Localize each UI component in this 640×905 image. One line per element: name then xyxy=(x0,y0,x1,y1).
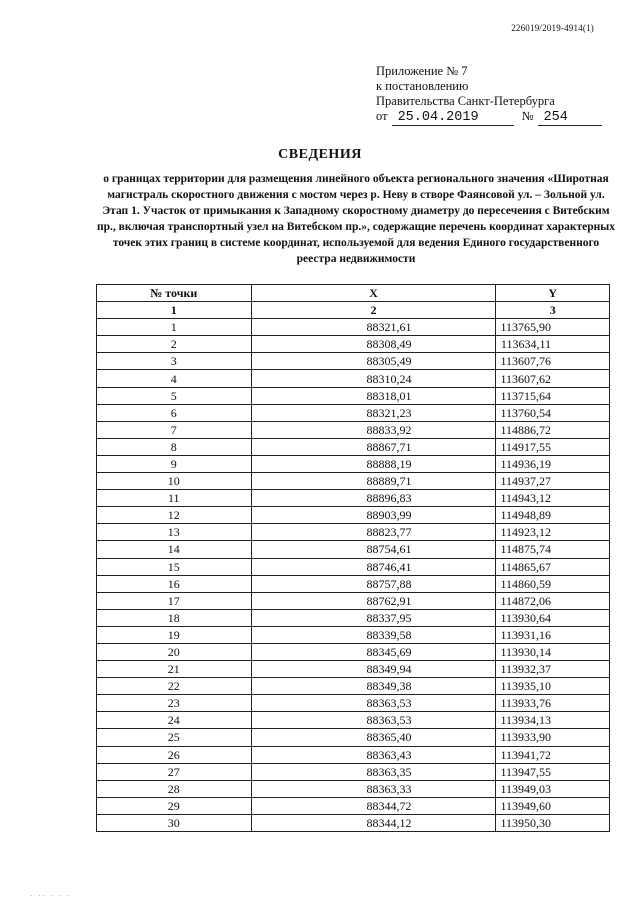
point-number-cell: 1 xyxy=(97,319,252,336)
table-row xyxy=(97,541,610,558)
appendix-line-3: Правительства Санкт-Петербурга xyxy=(376,94,555,108)
x-coordinate-cell: 88888,19 xyxy=(251,455,496,472)
point-number-cell: 2 xyxy=(97,336,252,353)
appendix-line-2: к постановлению xyxy=(376,79,469,93)
table-row xyxy=(97,763,610,780)
date-prefix: от xyxy=(376,109,388,123)
table-row xyxy=(97,507,610,524)
appendix-header xyxy=(376,64,602,126)
x-coordinate-cell: 88757,88 xyxy=(251,575,496,592)
table-row xyxy=(97,695,610,712)
x-coordinate-cell: 88349,94 xyxy=(251,661,496,678)
y-coordinate-cell: 114943,12 xyxy=(496,490,610,507)
x-coordinate-cell: 88903,99 xyxy=(251,507,496,524)
table-row xyxy=(97,780,610,797)
table-row xyxy=(97,626,610,643)
y-coordinate-cell: 113933,76 xyxy=(496,695,610,712)
index-col-3: 3 xyxy=(496,302,610,319)
appendix-date-line xyxy=(376,109,602,126)
table-index-row xyxy=(97,302,610,319)
point-number-cell: 22 xyxy=(97,678,252,695)
point-number-cell: 6 xyxy=(97,404,252,421)
table-row xyxy=(97,661,610,678)
table-row xyxy=(97,404,610,421)
x-coordinate-cell: 88337,95 xyxy=(251,609,496,626)
document-number: 226019/2019-4914(1) xyxy=(511,23,594,33)
table-row xyxy=(97,455,610,472)
point-number-cell: 7 xyxy=(97,421,252,438)
x-coordinate-cell: 88889,71 xyxy=(251,473,496,490)
document-title: СВЕДЕНИЯ xyxy=(278,147,362,162)
table-row xyxy=(97,575,610,592)
x-coordinate-cell: 88310,24 xyxy=(251,370,496,387)
y-coordinate-cell: 114875,74 xyxy=(496,541,610,558)
header-y: Y xyxy=(496,285,610,302)
y-coordinate-cell: 113715,64 xyxy=(496,387,610,404)
scan-artifact: · ·· · · · xyxy=(30,892,71,900)
x-coordinate-cell: 88833,92 xyxy=(251,421,496,438)
table-row xyxy=(97,387,610,404)
number-label: № xyxy=(521,109,534,123)
y-coordinate-cell: 113930,14 xyxy=(496,643,610,660)
table-row xyxy=(97,609,610,626)
x-coordinate-cell: 88762,91 xyxy=(251,592,496,609)
x-coordinate-cell: 88344,12 xyxy=(251,814,496,831)
point-number-cell: 27 xyxy=(97,763,252,780)
y-coordinate-cell: 114860,59 xyxy=(496,575,610,592)
y-coordinate-cell: 114872,06 xyxy=(496,592,610,609)
resolution-date: 25.04.2019 xyxy=(392,110,514,126)
x-coordinate-cell: 88321,61 xyxy=(251,319,496,336)
y-coordinate-cell: 113941,72 xyxy=(496,746,610,763)
point-number-cell: 23 xyxy=(97,695,252,712)
y-coordinate-cell: 113949,60 xyxy=(496,797,610,814)
table-row xyxy=(97,814,610,831)
table-row xyxy=(97,643,610,660)
index-col-1: 1 xyxy=(97,302,252,319)
point-number-cell: 13 xyxy=(97,524,252,541)
document-subtitle: о границах территории для размещения линейного объекта регионального значения «Широтная магистраль скоростного движения с мостом через р. Неву в створе Фаянсовой ул. – Зольной ул. Этап 1. Участок от примыкания к Западному скоростному диаметру до пересечения с Витебским пр., включая транспортный узел на Витебском пр.», содержащие перечень координат характерных точек этих границ в системе координат, используемой для ведения Единого государственного реестра недвижимости xyxy=(97,173,615,265)
y-coordinate-cell: 113949,03 xyxy=(496,780,610,797)
x-coordinate-cell: 88349,38 xyxy=(251,678,496,695)
x-coordinate-cell: 88867,71 xyxy=(251,438,496,455)
point-number-cell: 8 xyxy=(97,438,252,455)
x-coordinate-cell: 88746,41 xyxy=(251,558,496,575)
x-coordinate-cell: 88365,40 xyxy=(251,729,496,746)
point-number-cell: 30 xyxy=(97,814,252,831)
point-number-cell: 9 xyxy=(97,455,252,472)
point-number-cell: 3 xyxy=(97,353,252,370)
table-row xyxy=(97,797,610,814)
y-coordinate-cell: 113634,11 xyxy=(496,336,610,353)
point-number-cell: 20 xyxy=(97,643,252,660)
y-coordinate-cell: 114923,12 xyxy=(496,524,610,541)
y-coordinate-cell: 113950,30 xyxy=(496,814,610,831)
header-x: X xyxy=(251,285,496,302)
x-coordinate-cell: 88896,83 xyxy=(251,490,496,507)
point-number-cell: 4 xyxy=(97,370,252,387)
y-coordinate-cell: 114948,89 xyxy=(496,507,610,524)
index-col-2: 2 xyxy=(251,302,496,319)
y-coordinate-cell: 113931,16 xyxy=(496,626,610,643)
point-number-cell: 16 xyxy=(97,575,252,592)
table-row xyxy=(97,421,610,438)
x-coordinate-cell: 88823,77 xyxy=(251,524,496,541)
x-coordinate-cell: 88363,33 xyxy=(251,780,496,797)
point-number-cell: 14 xyxy=(97,541,252,558)
x-coordinate-cell: 88305,49 xyxy=(251,353,496,370)
point-number-cell: 15 xyxy=(97,558,252,575)
point-number-cell: 28 xyxy=(97,780,252,797)
point-number-cell: 25 xyxy=(97,729,252,746)
y-coordinate-cell: 114937,27 xyxy=(496,473,610,490)
table-row xyxy=(97,438,610,455)
point-number-cell: 21 xyxy=(97,661,252,678)
point-number-cell: 18 xyxy=(97,609,252,626)
y-coordinate-cell: 113933,90 xyxy=(496,729,610,746)
point-number-cell: 29 xyxy=(97,797,252,814)
y-coordinate-cell: 114886,72 xyxy=(496,421,610,438)
table-row xyxy=(97,592,610,609)
x-coordinate-cell: 88363,53 xyxy=(251,712,496,729)
table-row xyxy=(97,490,610,507)
x-coordinate-cell: 88339,58 xyxy=(251,626,496,643)
x-coordinate-cell: 88308,49 xyxy=(251,336,496,353)
y-coordinate-cell: 113607,76 xyxy=(496,353,610,370)
appendix-line-1: Приложение № 7 xyxy=(376,64,468,78)
y-coordinate-cell: 114917,55 xyxy=(496,438,610,455)
resolution-number: 254 xyxy=(538,110,602,126)
x-coordinate-cell: 88321,23 xyxy=(251,404,496,421)
y-coordinate-cell: 114936,19 xyxy=(496,455,610,472)
table-row xyxy=(97,678,610,695)
x-coordinate-cell: 88345,69 xyxy=(251,643,496,660)
y-coordinate-cell: 114865,67 xyxy=(496,558,610,575)
y-coordinate-cell: 113934,13 xyxy=(496,712,610,729)
point-number-cell: 5 xyxy=(97,387,252,404)
table-row xyxy=(97,370,610,387)
point-number-cell: 12 xyxy=(97,507,252,524)
table-row xyxy=(97,524,610,541)
header-point-number: № точки xyxy=(97,285,252,302)
table-row xyxy=(97,473,610,490)
point-number-cell: 17 xyxy=(97,592,252,609)
y-coordinate-cell: 113935,10 xyxy=(496,678,610,695)
y-coordinate-cell: 113930,64 xyxy=(496,609,610,626)
x-coordinate-cell: 88754,61 xyxy=(251,541,496,558)
table-row xyxy=(97,353,610,370)
point-number-cell: 24 xyxy=(97,712,252,729)
x-coordinate-cell: 88363,43 xyxy=(251,746,496,763)
table-row xyxy=(97,712,610,729)
x-coordinate-cell: 88318,01 xyxy=(251,387,496,404)
point-number-cell: 10 xyxy=(97,473,252,490)
point-number-cell: 26 xyxy=(97,746,252,763)
table-header-row xyxy=(97,285,610,302)
table-row xyxy=(97,558,610,575)
coordinates-table xyxy=(96,284,610,832)
table-row xyxy=(97,319,610,336)
y-coordinate-cell: 113765,90 xyxy=(496,319,610,336)
y-coordinate-cell: 113932,37 xyxy=(496,661,610,678)
x-coordinate-cell: 88344,72 xyxy=(251,797,496,814)
point-number-cell: 11 xyxy=(97,490,252,507)
x-coordinate-cell: 88363,35 xyxy=(251,763,496,780)
y-coordinate-cell: 113947,55 xyxy=(496,763,610,780)
table-row xyxy=(97,336,610,353)
table-row xyxy=(97,746,610,763)
point-number-cell: 19 xyxy=(97,626,252,643)
table-row xyxy=(97,729,610,746)
y-coordinate-cell: 113760,54 xyxy=(496,404,610,421)
x-coordinate-cell: 88363,53 xyxy=(251,695,496,712)
y-coordinate-cell: 113607,62 xyxy=(496,370,610,387)
